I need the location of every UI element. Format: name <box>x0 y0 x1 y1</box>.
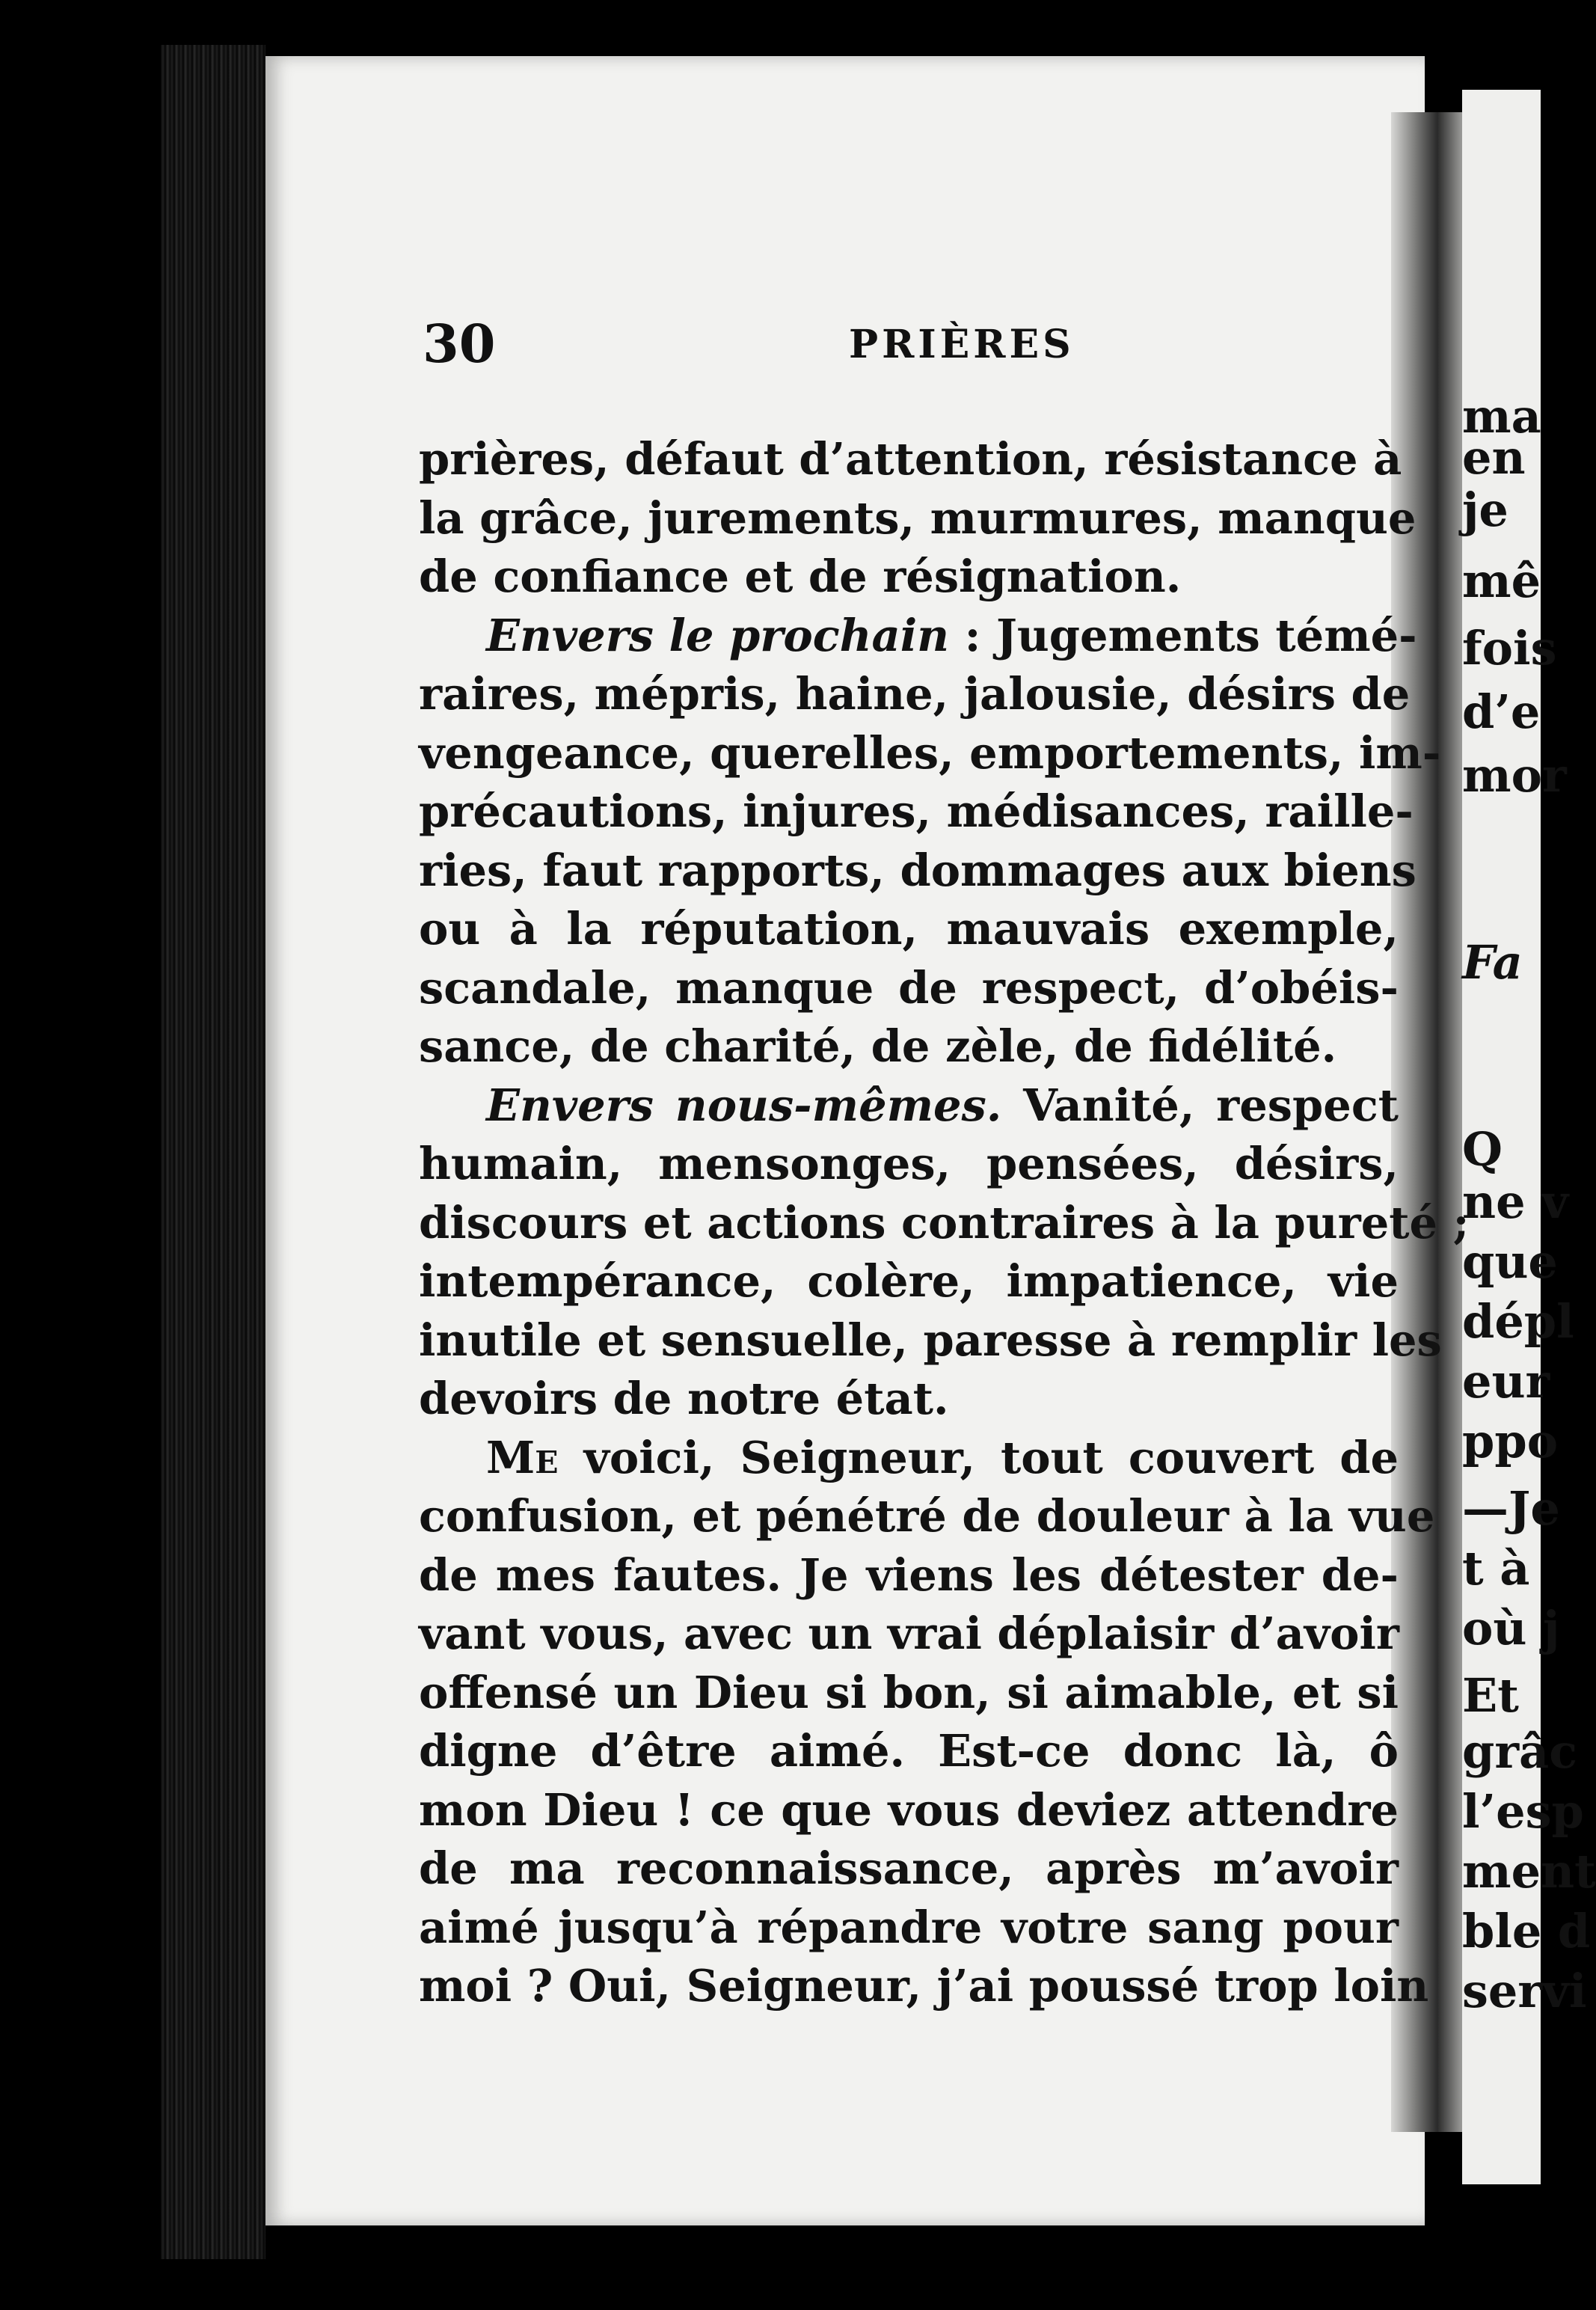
line-text: Vanité, respect <box>1001 1079 1399 1131</box>
adjacent-page-text: eur <box>1462 1354 1550 1409</box>
adjacent-page-text: —Je <box>1462 1481 1560 1536</box>
adjacent-page-text: mor <box>1462 748 1567 803</box>
line-text: précautions, injures, médisances, raille- <box>419 785 1414 837</box>
line-text: raires, mépris, haine, jalousie, désirs de <box>419 668 1411 720</box>
text-line <box>419 1839 1399 1899</box>
adjacent-page-fragment <box>1462 90 1596 2184</box>
adjacent-page-text: dépl <box>1462 1294 1574 1349</box>
adjacent-page-text: je <box>1462 482 1508 537</box>
text-line <box>419 665 1411 724</box>
adjacent-page-text: ma <box>1462 389 1541 444</box>
text-line <box>419 1135 1399 1194</box>
text-line <box>419 959 1399 1018</box>
italic-heading: Envers nous-mêmes. <box>486 1079 1002 1131</box>
small-caps-opening: Me <box>486 1431 559 1483</box>
line-text: aimé jusqu’à répandre votre sang pour <box>419 1901 1399 1953</box>
running-head: PRIÈRES <box>849 322 1075 367</box>
page-gutter <box>1391 112 1462 2132</box>
text-line <box>419 1017 1399 1076</box>
line-text: de mes fautes. Je viens les détester de- <box>419 1548 1399 1601</box>
adjacent-page-text: que <box>1462 1234 1558 1289</box>
line-text: devoirs de notre état. <box>419 1373 949 1424</box>
prayer-text <box>419 430 1470 2016</box>
line-text: de ma reconnaissance, après m’avoir <box>419 1842 1399 1894</box>
text-line <box>419 900 1399 959</box>
adjacent-page-text: ppo <box>1462 1414 1559 1468</box>
adjacent-page-text: l’esp <box>1462 1784 1584 1839</box>
text-line <box>419 1311 1442 1370</box>
adjacent-page-text: en <box>1462 430 1526 485</box>
line-text: de confiance et de résignation. <box>419 551 1182 602</box>
text-line <box>419 607 1417 666</box>
text-line <box>419 489 1417 548</box>
line-text: scandale, manque de respect, d’obéis- <box>419 961 1399 1014</box>
line-text: ries, faut rapports, dommages aux biens <box>419 844 1417 896</box>
text-line <box>419 1781 1399 1840</box>
text-line <box>419 1664 1399 1723</box>
adjacent-page-text: servi <box>1462 1964 1587 2018</box>
text-line <box>419 430 1402 489</box>
text-line <box>419 1957 1429 2016</box>
adjacent-page-text: ment <box>1462 1844 1596 1899</box>
text-line <box>419 1487 1435 1546</box>
text-line <box>419 1252 1399 1311</box>
text-line <box>419 1370 1399 1429</box>
line-text: vant vous, avec un vrai déplaisir d’avoir <box>419 1608 1399 1659</box>
line-text: inutile et sensuelle, paresse à remplir les <box>419 1314 1442 1366</box>
text-line <box>419 1605 1399 1664</box>
line-text: confusion, et pénétré de douleur à la vue <box>419 1490 1435 1542</box>
text-line <box>419 1899 1399 1958</box>
adjacent-page-text: fois <box>1462 621 1557 675</box>
line-text: moi ? Oui, Seigneur, j’ai poussé trop loin <box>419 1960 1429 2012</box>
adjacent-page-text: Q <box>1462 1122 1503 1177</box>
line-text: la grâce, jurements, murmures, manque <box>419 491 1417 544</box>
line-text: sance, de charité, de zèle, de fidélité. <box>419 1020 1337 1072</box>
text-line <box>419 1546 1399 1605</box>
text-line <box>419 1722 1399 1781</box>
adjacent-page-text: où j <box>1462 1601 1560 1655</box>
book-spine-edge <box>161 45 266 2259</box>
line-text: intempérance, colère, impatience, vie <box>419 1255 1399 1307</box>
line-text: prières, défaut d’attention, résistance à <box>419 433 1402 485</box>
line-text: humain, mensonges, pensées, désirs, <box>419 1138 1399 1189</box>
adjacent-page-text: grâc <box>1462 1724 1577 1779</box>
line-text: voici, Seigneur, tout couvert de <box>558 1431 1399 1483</box>
text-line <box>419 548 1399 607</box>
adjacent-page-text: d’e <box>1462 684 1541 739</box>
text-line <box>419 1076 1399 1136</box>
adjacent-page-text: Fa <box>1462 935 1523 990</box>
line-text: mon Dieu ! ce que vous deviez attendre <box>419 1783 1399 1836</box>
adjacent-page-text: ble d <box>1462 1904 1591 1958</box>
adjacent-page-text: t à <box>1462 1541 1530 1596</box>
adjacent-page-text: Et <box>1462 1668 1519 1723</box>
adjacent-page-text: mê <box>1462 554 1541 608</box>
page-header <box>423 313 1402 373</box>
line-text: digne d’être aimé. Est-ce donc là, ô <box>419 1725 1399 1777</box>
text-line <box>419 842 1417 901</box>
adjacent-page-text: ne v <box>1462 1174 1569 1229</box>
line-text: offensé un Dieu si bon, si aimable, et si <box>419 1666 1399 1718</box>
text-line <box>419 1429 1399 1488</box>
text-line <box>419 782 1414 842</box>
text-line <box>419 724 1441 783</box>
line-text: discours et actions contraires à la pureté ; <box>419 1196 1470 1249</box>
line-text: ou à la réputation, mauvais exemple, <box>419 903 1399 955</box>
page-number: 30 <box>423 313 496 375</box>
italic-heading: Envers le prochain <box>486 609 950 661</box>
line-text: vengeance, querelles, emportements, im- <box>419 726 1441 779</box>
text-line <box>419 1194 1470 1253</box>
line-text: : Jugements témé- <box>949 609 1417 661</box>
